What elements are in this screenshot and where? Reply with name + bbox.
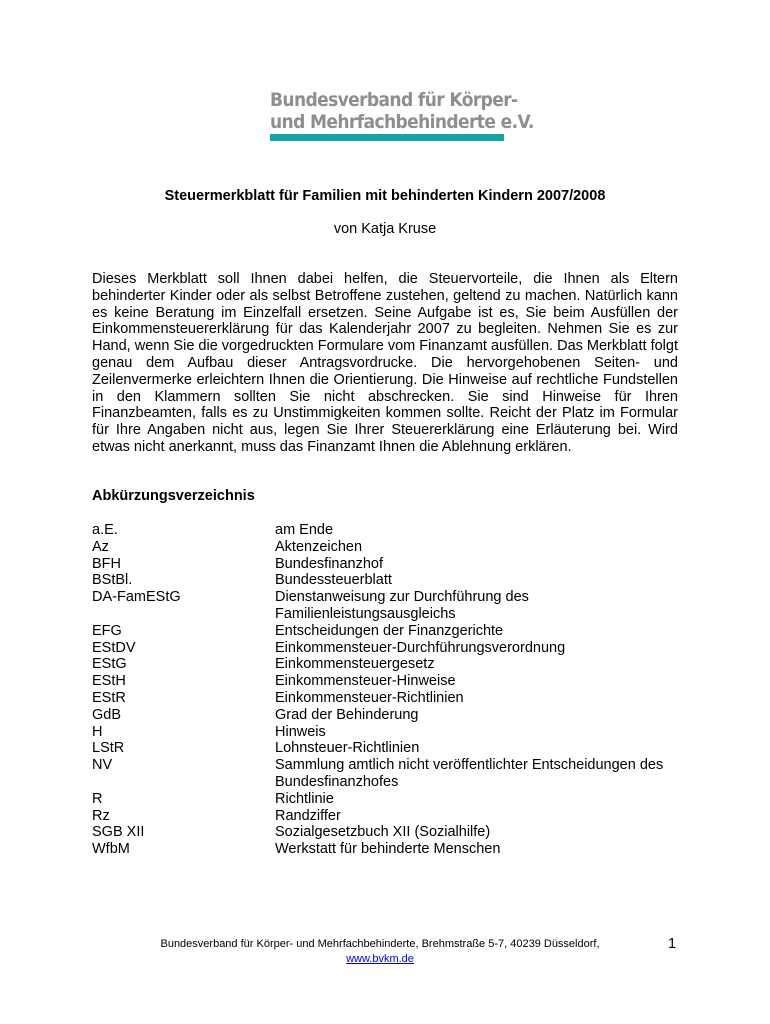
abbreviation-term: Az <box>92 538 109 555</box>
abbreviation-term: EFG <box>92 622 122 639</box>
abbreviation-definition: Aktenzeichen <box>275 538 363 555</box>
abbreviation-term: Rz <box>92 807 110 824</box>
document-title: Steuermerkblatt für Familien mit behinderten Kindern 2007/2008 <box>164 188 606 204</box>
abbreviation-definition: Richtlinie <box>275 790 334 807</box>
abbreviation-definition: Bundesfinanzhof <box>275 555 384 572</box>
abbreviation-row <box>92 673 692 690</box>
organization-logo <box>270 89 534 141</box>
abbreviation-term: BFH <box>92 555 121 572</box>
abbreviation-definition: Entscheidungen der Finanzgerichte <box>275 622 504 639</box>
abbreviation-definition: Einkommensteuer-Hinweise <box>275 673 456 690</box>
abbreviation-definition: Einkommensteuer-Richtlinien <box>275 689 464 706</box>
abbreviation-row <box>92 623 692 640</box>
abbreviation-row <box>92 824 692 841</box>
abbreviation-row <box>92 707 692 724</box>
abbreviation-row <box>92 522 692 539</box>
abbreviation-term: WfbM <box>92 841 130 858</box>
abbreviation-row <box>92 791 692 808</box>
abbreviation-term: EStH <box>92 673 126 690</box>
abbreviation-definition: Einkommensteuergesetz <box>275 656 435 673</box>
abbreviation-row <box>92 808 692 825</box>
abbreviation-term: H <box>92 723 103 740</box>
abbreviation-definition: Sammlung amtlich nicht veröffentlichter Entscheidungen des Bundesfinanzhofes <box>275 757 664 790</box>
abbreviation-definition: Sozialgesetzbuch XII (Sozialhilfe) <box>275 824 491 841</box>
abbreviation-definition: Grad der Behinderung <box>275 706 419 723</box>
abbreviation-term: BStBl. <box>92 572 133 589</box>
logo-line-2: und Mehrfachbehinderte e.V. <box>270 111 534 133</box>
abbreviation-row <box>92 539 692 556</box>
abbreviation-row <box>92 757 692 791</box>
abbreviation-definition: Randziffer <box>275 807 341 824</box>
abbreviation-definition: Einkommensteuer-Durchführungsverordnung <box>275 639 566 656</box>
abbreviation-definition: Lohnsteuer-Richtlinien <box>275 740 420 757</box>
abbreviation-row <box>92 556 692 573</box>
abbreviation-definition: am Ende <box>275 522 334 538</box>
abbreviation-term: EStR <box>92 689 126 706</box>
abbreviations-heading: Abkürzungsverzeichnis <box>92 488 255 504</box>
abbreviation-row <box>92 841 692 858</box>
abbreviation-definition: Hinweis <box>275 723 326 740</box>
page-number: 1 <box>668 936 677 952</box>
abbreviation-definition: Dienstanweisung zur Durchführung des Familienleistungsausgleichs <box>275 589 529 622</box>
abbreviation-row <box>92 724 692 741</box>
abbreviation-term: LStR <box>92 740 125 757</box>
logo-underline-bar <box>270 134 504 141</box>
abbreviation-term: GdB <box>92 706 122 723</box>
footer-website-link[interactable]: www.bvkm.de <box>346 953 414 965</box>
abbreviation-term: NV <box>92 757 113 774</box>
document-author: von Katja Kruse <box>333 221 437 237</box>
abbreviation-row <box>92 656 692 673</box>
abbreviation-term: EStG <box>92 656 127 673</box>
logo-line-1: Bundesverband für Körper- <box>270 89 518 111</box>
abbreviation-term: a.E. <box>92 522 118 538</box>
abbreviations-list <box>92 522 692 858</box>
abbreviation-row <box>92 572 692 589</box>
abbreviation-row <box>92 589 692 623</box>
abbreviation-row <box>92 740 692 757</box>
abbreviation-row <box>92 640 692 657</box>
abbreviation-term: EStDV <box>92 639 136 656</box>
abbreviation-definition: Werkstatt für behinderte Menschen <box>275 841 501 858</box>
abbreviation-row <box>92 690 692 707</box>
abbreviation-term: R <box>92 790 103 807</box>
abbreviation-term: DA-FamEStG <box>92 589 181 606</box>
intro-paragraph: Dieses Merkblatt soll Ihnen dabei helfen, die Steuervorteile, die Ihnen als Eltern behinderter Kinder oder als selbst Betroffene zustehen, geltend zu machen. Natürlich kann es keine Beratung im Einzelfall ersetzen. Seine Aufgabe ist es, Sie beim Ausfüllen der Einkommensteuererklärung für das Kalenderjahr 2007 zu begleiten. Nehmen Sie es zur Hand, wenn Sie die vorgedruckten Formulare vom Finanzamt ausfüllen. Das Merkblatt folgt genau dem Aufbau dieser Antragsvordrucke. Die hervorgehobenen Seiten- und Zeilenvermerke erleichtern Ihnen die Orientierung. Die Hinweise auf rechtliche Fundstellen in den Klammern sollten Sie nicht abschrecken. Sie sind Hinweise für Ihren Finanzbeamten, falls es zu Unstimmigkeiten kommen sollte. Reicht der Platz im Formular für Ihre Angaben nicht aus, legen Sie Ihrer Steuererklärung eine Erläuterung bei. Wird etwas nicht anerkannt, muss das Finanzamt Ihnen die Ablehnung erklären. <box>92 271 678 455</box>
abbreviation-definition: Bundessteuerblatt <box>275 572 392 589</box>
footer-address: Bundesverband für Körper- und Mehrfachbehinderte, Brehmstraße 5-7, 40239 Düsseldorf, <box>160 938 600 950</box>
page-footer <box>100 937 660 967</box>
abbreviation-term: SGB XII <box>92 824 145 841</box>
